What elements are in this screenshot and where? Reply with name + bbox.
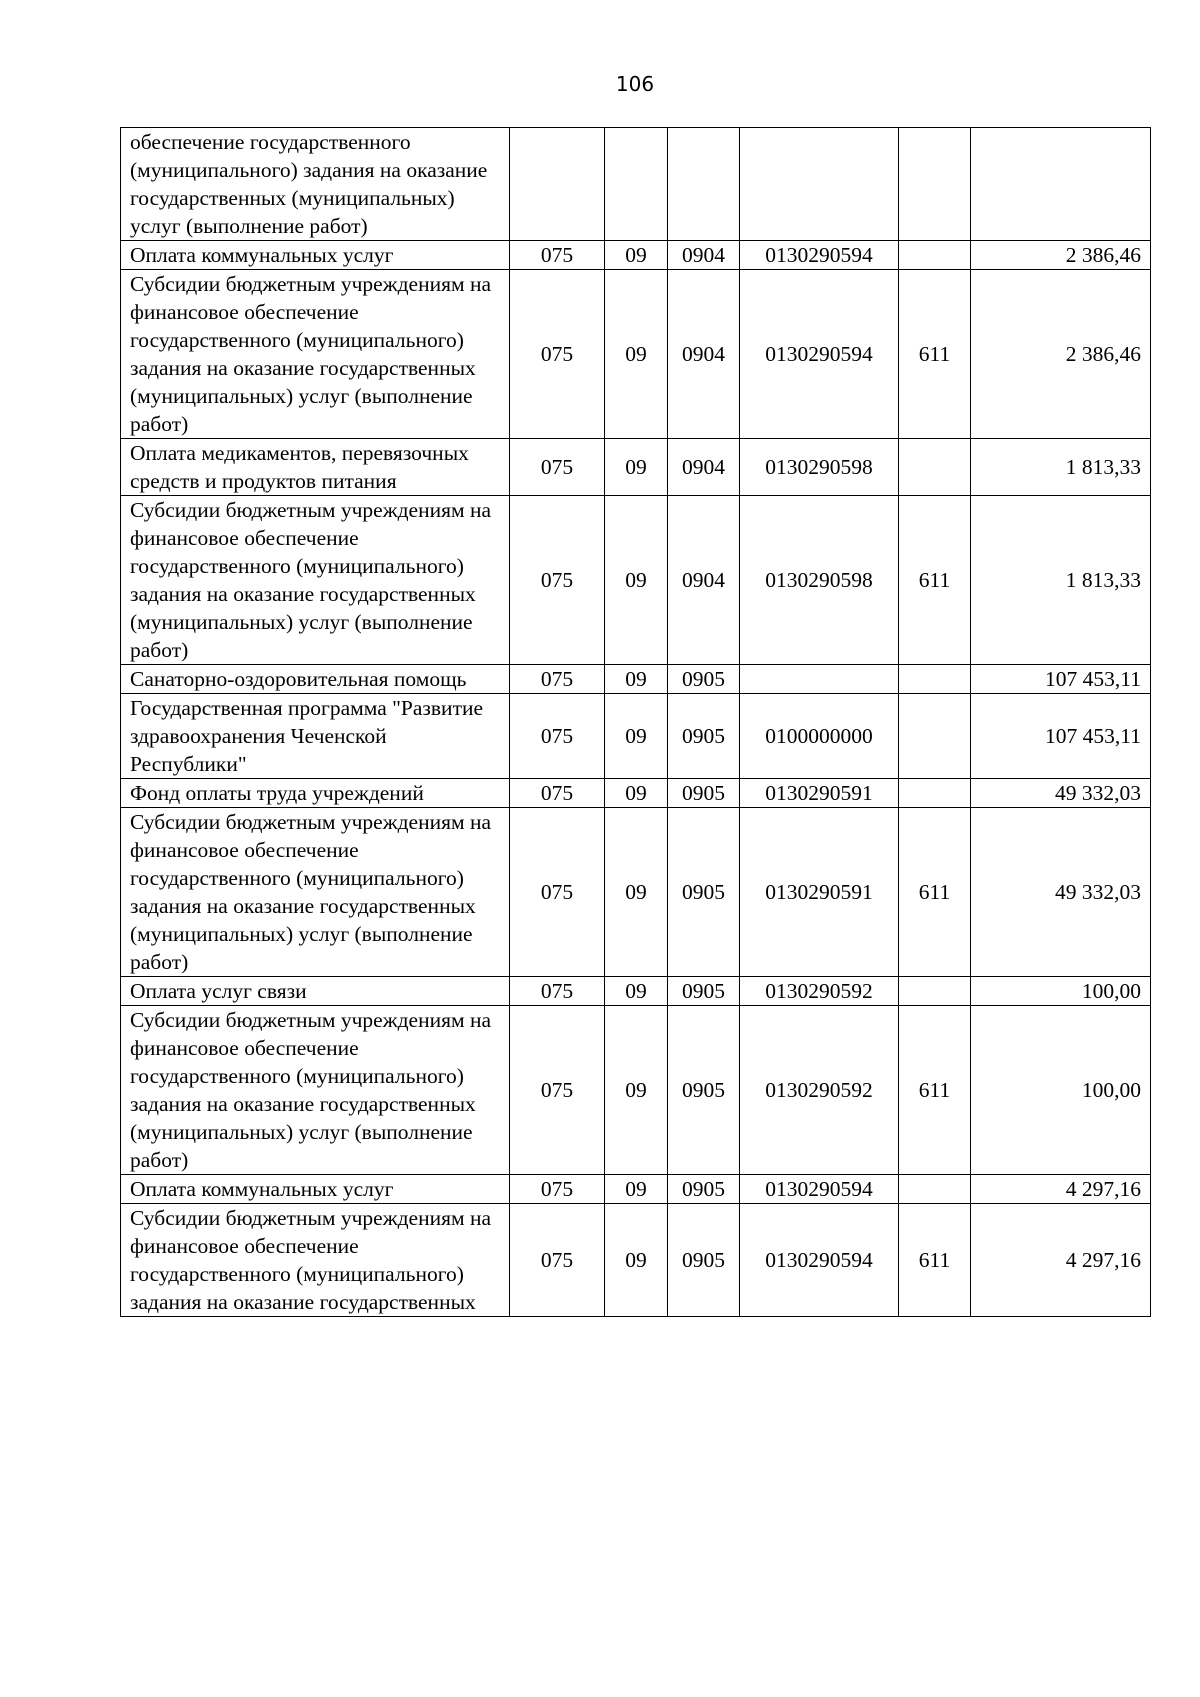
ministry-code-cell: 075 — [510, 241, 605, 270]
expense-type-cell — [899, 241, 971, 270]
target-article-cell: 0130290592 — [740, 977, 899, 1006]
subsection-code-cell: 0904 — [668, 439, 740, 496]
table-row — [121, 694, 1151, 779]
section-code-cell: 09 — [605, 439, 668, 496]
amount-cell: 107 453,11 — [971, 694, 1151, 779]
expense-type-cell: 611 — [899, 1006, 971, 1175]
subsection-code-cell: 0904 — [668, 496, 740, 665]
amount-cell: 49 332,03 — [971, 779, 1151, 808]
table-row — [121, 1175, 1151, 1204]
target-article-cell: 0130290591 — [740, 808, 899, 977]
name-cell: Субсидии бюджетным учреждениям на финансовое обеспечение государственного (муниципального) задания на оказание государственных (муниципальных) услуг (выполнение работ) — [121, 808, 510, 977]
name-cell: Санаторно-оздоровительная помощь — [121, 665, 510, 694]
expense-type-cell: 611 — [899, 496, 971, 665]
ministry-code-cell: 075 — [510, 1006, 605, 1175]
target-article-cell: 0100000000 — [740, 694, 899, 779]
subsection-code-cell: 0905 — [668, 665, 740, 694]
amount-cell: 2 386,46 — [971, 241, 1151, 270]
section-code-cell: 09 — [605, 808, 668, 977]
table-row — [121, 241, 1151, 270]
subsection-code-cell: 0905 — [668, 694, 740, 779]
name-cell: Оплата услуг связи — [121, 977, 510, 1006]
table-row — [121, 1006, 1151, 1175]
target-article-cell: 0130290598 — [740, 439, 899, 496]
ministry-code-cell: 075 — [510, 439, 605, 496]
subsection-code-cell: 0905 — [668, 779, 740, 808]
ministry-code-cell: 075 — [510, 270, 605, 439]
amount-cell: 1 813,33 — [971, 496, 1151, 665]
section-code-cell — [605, 128, 668, 241]
section-code-cell: 09 — [605, 779, 668, 808]
target-article-cell: 0130290594 — [740, 1204, 899, 1317]
section-code-cell: 09 — [605, 1204, 668, 1317]
table-row — [121, 977, 1151, 1006]
target-article-cell: 0130290594 — [740, 270, 899, 439]
amount-cell: 1 813,33 — [971, 439, 1151, 496]
expense-type-cell — [899, 977, 971, 1006]
subsection-code-cell: 0904 — [668, 241, 740, 270]
target-article-cell: 0130290598 — [740, 496, 899, 665]
amount-cell: 100,00 — [971, 977, 1151, 1006]
name-cell: Оплата медикаментов, перевязочных средств и продуктов питания — [121, 439, 510, 496]
table-row — [121, 496, 1151, 665]
expense-type-cell — [899, 1175, 971, 1204]
expense-type-cell — [899, 779, 971, 808]
name-cell: Субсидии бюджетным учреждениям на финансовое обеспечение государственного (муниципального) задания на оказание государственных (муниципальных) услуг (выполнение работ) — [121, 1006, 510, 1175]
target-article-cell: 0130290594 — [740, 1175, 899, 1204]
budget-table — [120, 127, 1151, 1317]
section-code-cell: 09 — [605, 665, 668, 694]
ministry-code-cell: 075 — [510, 665, 605, 694]
expense-type-cell: 611 — [899, 1204, 971, 1317]
name-cell: Государственная программа "Развитие здравоохранения Чеченской Республики" — [121, 694, 510, 779]
ministry-code-cell — [510, 128, 605, 241]
section-code-cell: 09 — [605, 270, 668, 439]
expense-type-cell — [899, 665, 971, 694]
ministry-code-cell: 075 — [510, 694, 605, 779]
target-article-cell — [740, 128, 899, 241]
amount-cell: 49 332,03 — [971, 808, 1151, 977]
expense-type-cell: 611 — [899, 808, 971, 977]
ministry-code-cell: 075 — [510, 1175, 605, 1204]
amount-cell — [971, 128, 1151, 241]
amount-cell: 107 453,11 — [971, 665, 1151, 694]
name-cell: Субсидии бюджетным учреждениям на финансовое обеспечение государственного (муниципального) задания на оказание государственных (муниципальных) услуг (выполнение работ) — [121, 496, 510, 665]
subsection-code-cell: 0905 — [668, 1175, 740, 1204]
expense-type-cell — [899, 128, 971, 241]
subsection-code-cell: 0905 — [668, 1204, 740, 1317]
target-article-cell: 0130290594 — [740, 241, 899, 270]
section-code-cell: 09 — [605, 496, 668, 665]
target-article-cell: 0130290592 — [740, 1006, 899, 1175]
table-row — [121, 665, 1151, 694]
amount-cell: 2 386,46 — [971, 270, 1151, 439]
name-cell: Субсидии бюджетным учреждениям на финансовое обеспечение государственного (муниципального) задания на оказание государственных (муниципальных) услуг (выполнение работ) — [121, 270, 510, 439]
table-row — [121, 270, 1151, 439]
ministry-code-cell: 075 — [510, 977, 605, 1006]
expense-type-cell — [899, 694, 971, 779]
ministry-code-cell: 075 — [510, 496, 605, 665]
amount-cell: 100,00 — [971, 1006, 1151, 1175]
target-article-cell — [740, 665, 899, 694]
table-row — [121, 439, 1151, 496]
section-code-cell: 09 — [605, 241, 668, 270]
table-row — [121, 128, 1151, 241]
amount-cell: 4 297,16 — [971, 1204, 1151, 1317]
name-cell: Оплата коммунальных услуг — [121, 241, 510, 270]
ministry-code-cell: 075 — [510, 808, 605, 977]
table-body — [121, 128, 1151, 1317]
ministry-code-cell: 075 — [510, 1204, 605, 1317]
name-cell: Субсидии бюджетным учреждениям на финансовое обеспечение государственного (муниципального) задания на оказание государственных — [121, 1204, 510, 1317]
section-code-cell: 09 — [605, 1175, 668, 1204]
name-cell: обеспечение государственного (муниципального) задания на оказание государственных (муниципальных) услуг (выполнение работ) — [121, 128, 510, 241]
section-code-cell: 09 — [605, 694, 668, 779]
name-cell: Оплата коммунальных услуг — [121, 1175, 510, 1204]
subsection-code-cell: 0905 — [668, 1006, 740, 1175]
section-code-cell: 09 — [605, 977, 668, 1006]
section-code-cell: 09 — [605, 1006, 668, 1175]
table-row — [121, 1204, 1151, 1317]
expense-type-cell: 611 — [899, 270, 971, 439]
subsection-code-cell — [668, 128, 740, 241]
table-row — [121, 808, 1151, 977]
subsection-code-cell: 0904 — [668, 270, 740, 439]
page-number: 106 — [615, 72, 655, 96]
table-row — [121, 779, 1151, 808]
expense-type-cell — [899, 439, 971, 496]
target-article-cell: 0130290591 — [740, 779, 899, 808]
subsection-code-cell: 0905 — [668, 808, 740, 977]
ministry-code-cell: 075 — [510, 779, 605, 808]
name-cell: Фонд оплаты труда учреждений — [121, 779, 510, 808]
amount-cell: 4 297,16 — [971, 1175, 1151, 1204]
subsection-code-cell: 0905 — [668, 977, 740, 1006]
